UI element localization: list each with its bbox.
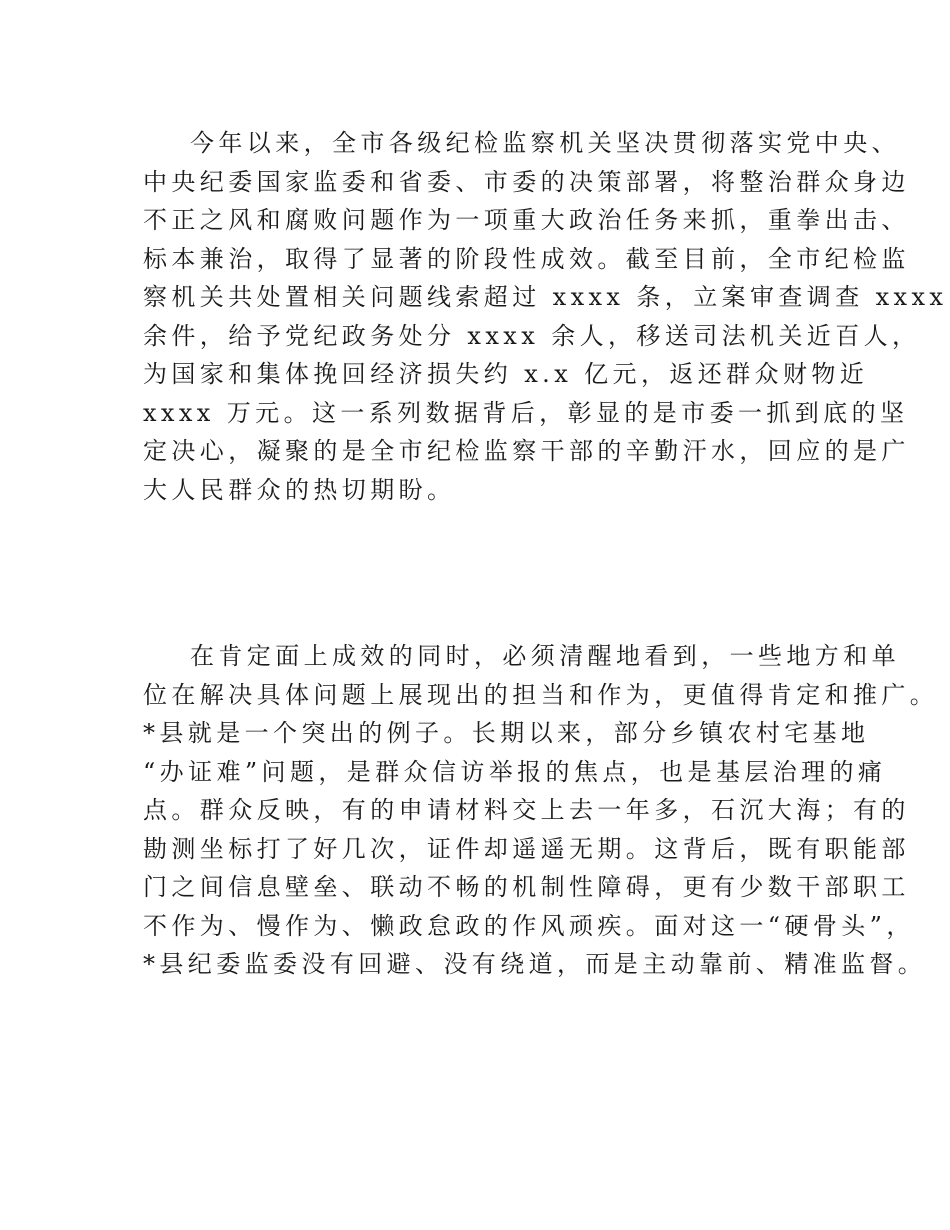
paragraph-line: 点。群众反映，有的申请材料交上去一年多，石沉大海；有的 (143, 796, 910, 824)
paragraph-line: 不作为、慢作为、懒政怠政的作风顽疾。面对这一“硬骨头”， (143, 911, 915, 940)
paragraph-line: 今年以来，全市各级纪检监察机关坚决贯彻落实党中央、 (190, 129, 900, 157)
paragraph-line: 定决心，凝聚的是全市纪检监察干部的辛勤汗水，回应的是广 (143, 437, 910, 465)
paragraph-line: 门之间信息壁垒、联动不畅的机制性障碍，更有少数干部职工 (143, 873, 910, 901)
paragraph-county-example (143, 637, 939, 984)
paragraph-line: 察机关共处置相关问题线索超过 xxxx 条，立案审查调查 xxxx (143, 283, 948, 311)
paragraph-line: 不正之风和腐败问题作为一项重大政治任务来抓，重拳出击、 (143, 206, 910, 234)
paragraph-line: 在肯定面上成效的同时，必须清醒地看到，一些地方和单 (190, 642, 900, 670)
paragraph-line: 标本兼治，取得了显著的阶段性成效。截至目前，全市纪检监 (143, 244, 910, 273)
paragraph-line: 勘测坐标打了好几次，证件却遥遥无期。这背后，既有职能部 (143, 834, 910, 863)
paragraph-line: 大人民群众的热切期盼。 (143, 475, 456, 504)
paragraph-line: *县纪委监委没有回避、没有绕道，而是主动靠前、精准监督。 (143, 950, 927, 978)
paragraph-line: *县就是一个突出的例子。长期以来，部分乡镇农村宅基地 (143, 719, 870, 747)
paragraph-line: “办证难”问题，是群众信访举报的焦点，也是基层治理的痛 (143, 757, 887, 786)
paragraph-line: xxxx 万元。这一系列数据背后，彰显的是市委一抓到底的坚 (143, 398, 909, 427)
paragraph-line: 位在解决具体问题上展现出的担当和作为，更值得肯定和推广。 (143, 680, 939, 709)
paragraph-line: 为国家和集体挽回经济损失约 x.x 亿元，返还群众财物近 (143, 360, 869, 388)
paragraph-line: 余件，给予党纪政务处分 xxxx 余人，移送司法机关近百人， (143, 321, 921, 350)
paragraph-line: 中央纪委国家监委和省委、市委的决策部署，将整治群众身边 (143, 167, 910, 196)
paragraph-results-summary (143, 124, 948, 509)
